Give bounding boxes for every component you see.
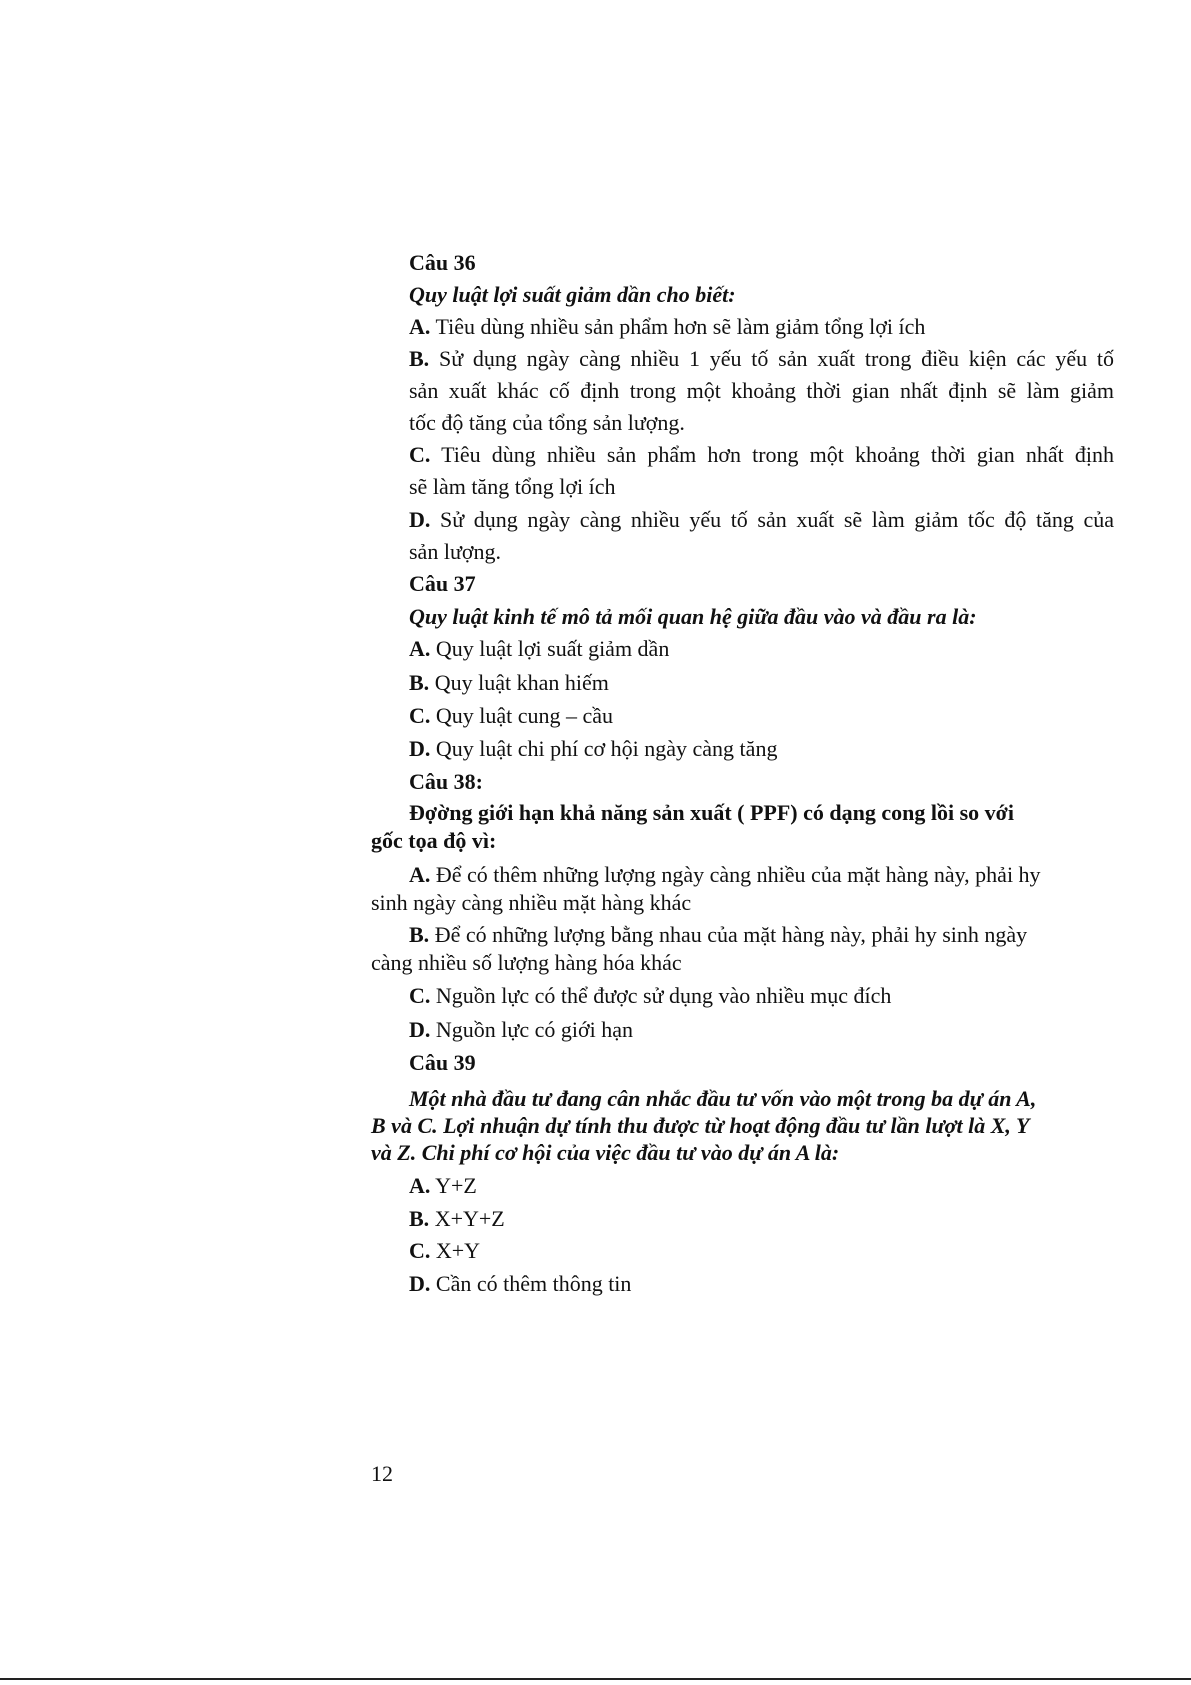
- question-39-prompt-line-2: B và C. Lợi nhuận dự tính thu được từ hoạt động đầu tư lần lượt là X, Y: [371, 1113, 1030, 1138]
- question-36-option-c-line-2: sẽ làm tăng tổng lợi ích: [409, 474, 616, 499]
- question-38-option-b-line-2: càng nhiều số lượng hàng hóa khác: [371, 950, 682, 975]
- question-36-option-a: A. Tiêu dùng nhiều sản phẩm hơn sẽ làm giảm tổng lợi ích: [409, 314, 926, 339]
- question-38-option-d: D. Nguồn lực có giới hạn: [409, 1017, 633, 1042]
- question-39-option-b: B. X+Y+Z: [409, 1206, 505, 1231]
- question-38-prompt: Đợờng giới hạn khả năng sản xuất ( PPF) có dạng cong lồi so với: [409, 800, 1014, 825]
- question-36-option-d-line-2: sản lượng.: [409, 539, 501, 564]
- question-39-option-c: C. X+Y: [409, 1238, 481, 1263]
- question-38-prompt-line-2: gốc tọa độ vì:: [371, 828, 497, 853]
- page-number: 12: [371, 1461, 393, 1486]
- question-39-prompt-line-3: và Z. Chi phí cơ hội của việc đầu tư vào dự án A là:: [371, 1140, 840, 1165]
- question-36-option-b-line-2: sản xuất khác cố định trong một khoảng thời gian nhất định sẽ làm giảm: [409, 378, 1114, 403]
- question-37-option-b: B. Quy luật khan hiếm: [409, 670, 609, 695]
- question-37-prompt: Quy luật kinh tế mô tả mối quan hệ giữa đầu vào và đầu ra là:: [409, 604, 977, 629]
- question-38-title: Câu 38:: [409, 769, 483, 794]
- question-37-option-c: C. Quy luật cung – cầu: [409, 703, 614, 728]
- question-36-option-b: B. Sử dụng ngày càng nhiều 1 yếu tố sản xuất trong điều kiện các yếu tố: [409, 346, 1115, 371]
- question-36-option-d: D. Sử dụng ngày càng nhiều yếu tố sản xuất sẽ làm giảm tốc độ tăng của: [409, 507, 1115, 532]
- question-38-option-a-line-2: sinh ngày càng nhiều mặt hàng khác: [371, 890, 692, 915]
- question-37-option-d: D. Quy luật chi phí cơ hội ngày càng tăng: [409, 736, 778, 761]
- page-bottom-edge: [0, 1678, 1191, 1680]
- question-37-title: Câu 37: [409, 571, 476, 596]
- question-36-prompt: Quy luật lợi suất giảm dần cho biết:: [409, 282, 736, 307]
- question-37-option-a: A. Quy luật lợi suất giảm dần: [409, 636, 670, 661]
- question-36-option-b-line-3: tốc độ tăng của tổng sản lượng.: [409, 410, 685, 435]
- question-39-option-d: D. Cần có thêm thông tin: [409, 1271, 632, 1296]
- question-39-title: Câu 39: [409, 1050, 476, 1075]
- question-38-option-a: A. Để có thêm những lượng ngày càng nhiều của mặt hàng này, phải hy: [409, 862, 1041, 887]
- question-38-option-b: B. Để có những lượng bằng nhau của mặt hàng này, phải hy sinh ngày: [409, 922, 1028, 947]
- question-39-option-a: A. Y+Z: [409, 1173, 477, 1198]
- question-38-option-c: C. Nguồn lực có thể được sử dụng vào nhiều mục đích: [409, 983, 892, 1008]
- question-36-option-c: C. Tiêu dùng nhiều sản phẩm hơn trong một khoảng thời gian nhất định: [409, 442, 1114, 467]
- question-39-prompt: Một nhà đầu tư đang cân nhắc đầu tư vốn vào một trong ba dự án A,: [409, 1086, 1037, 1111]
- question-36-title: Câu 36: [409, 250, 476, 275]
